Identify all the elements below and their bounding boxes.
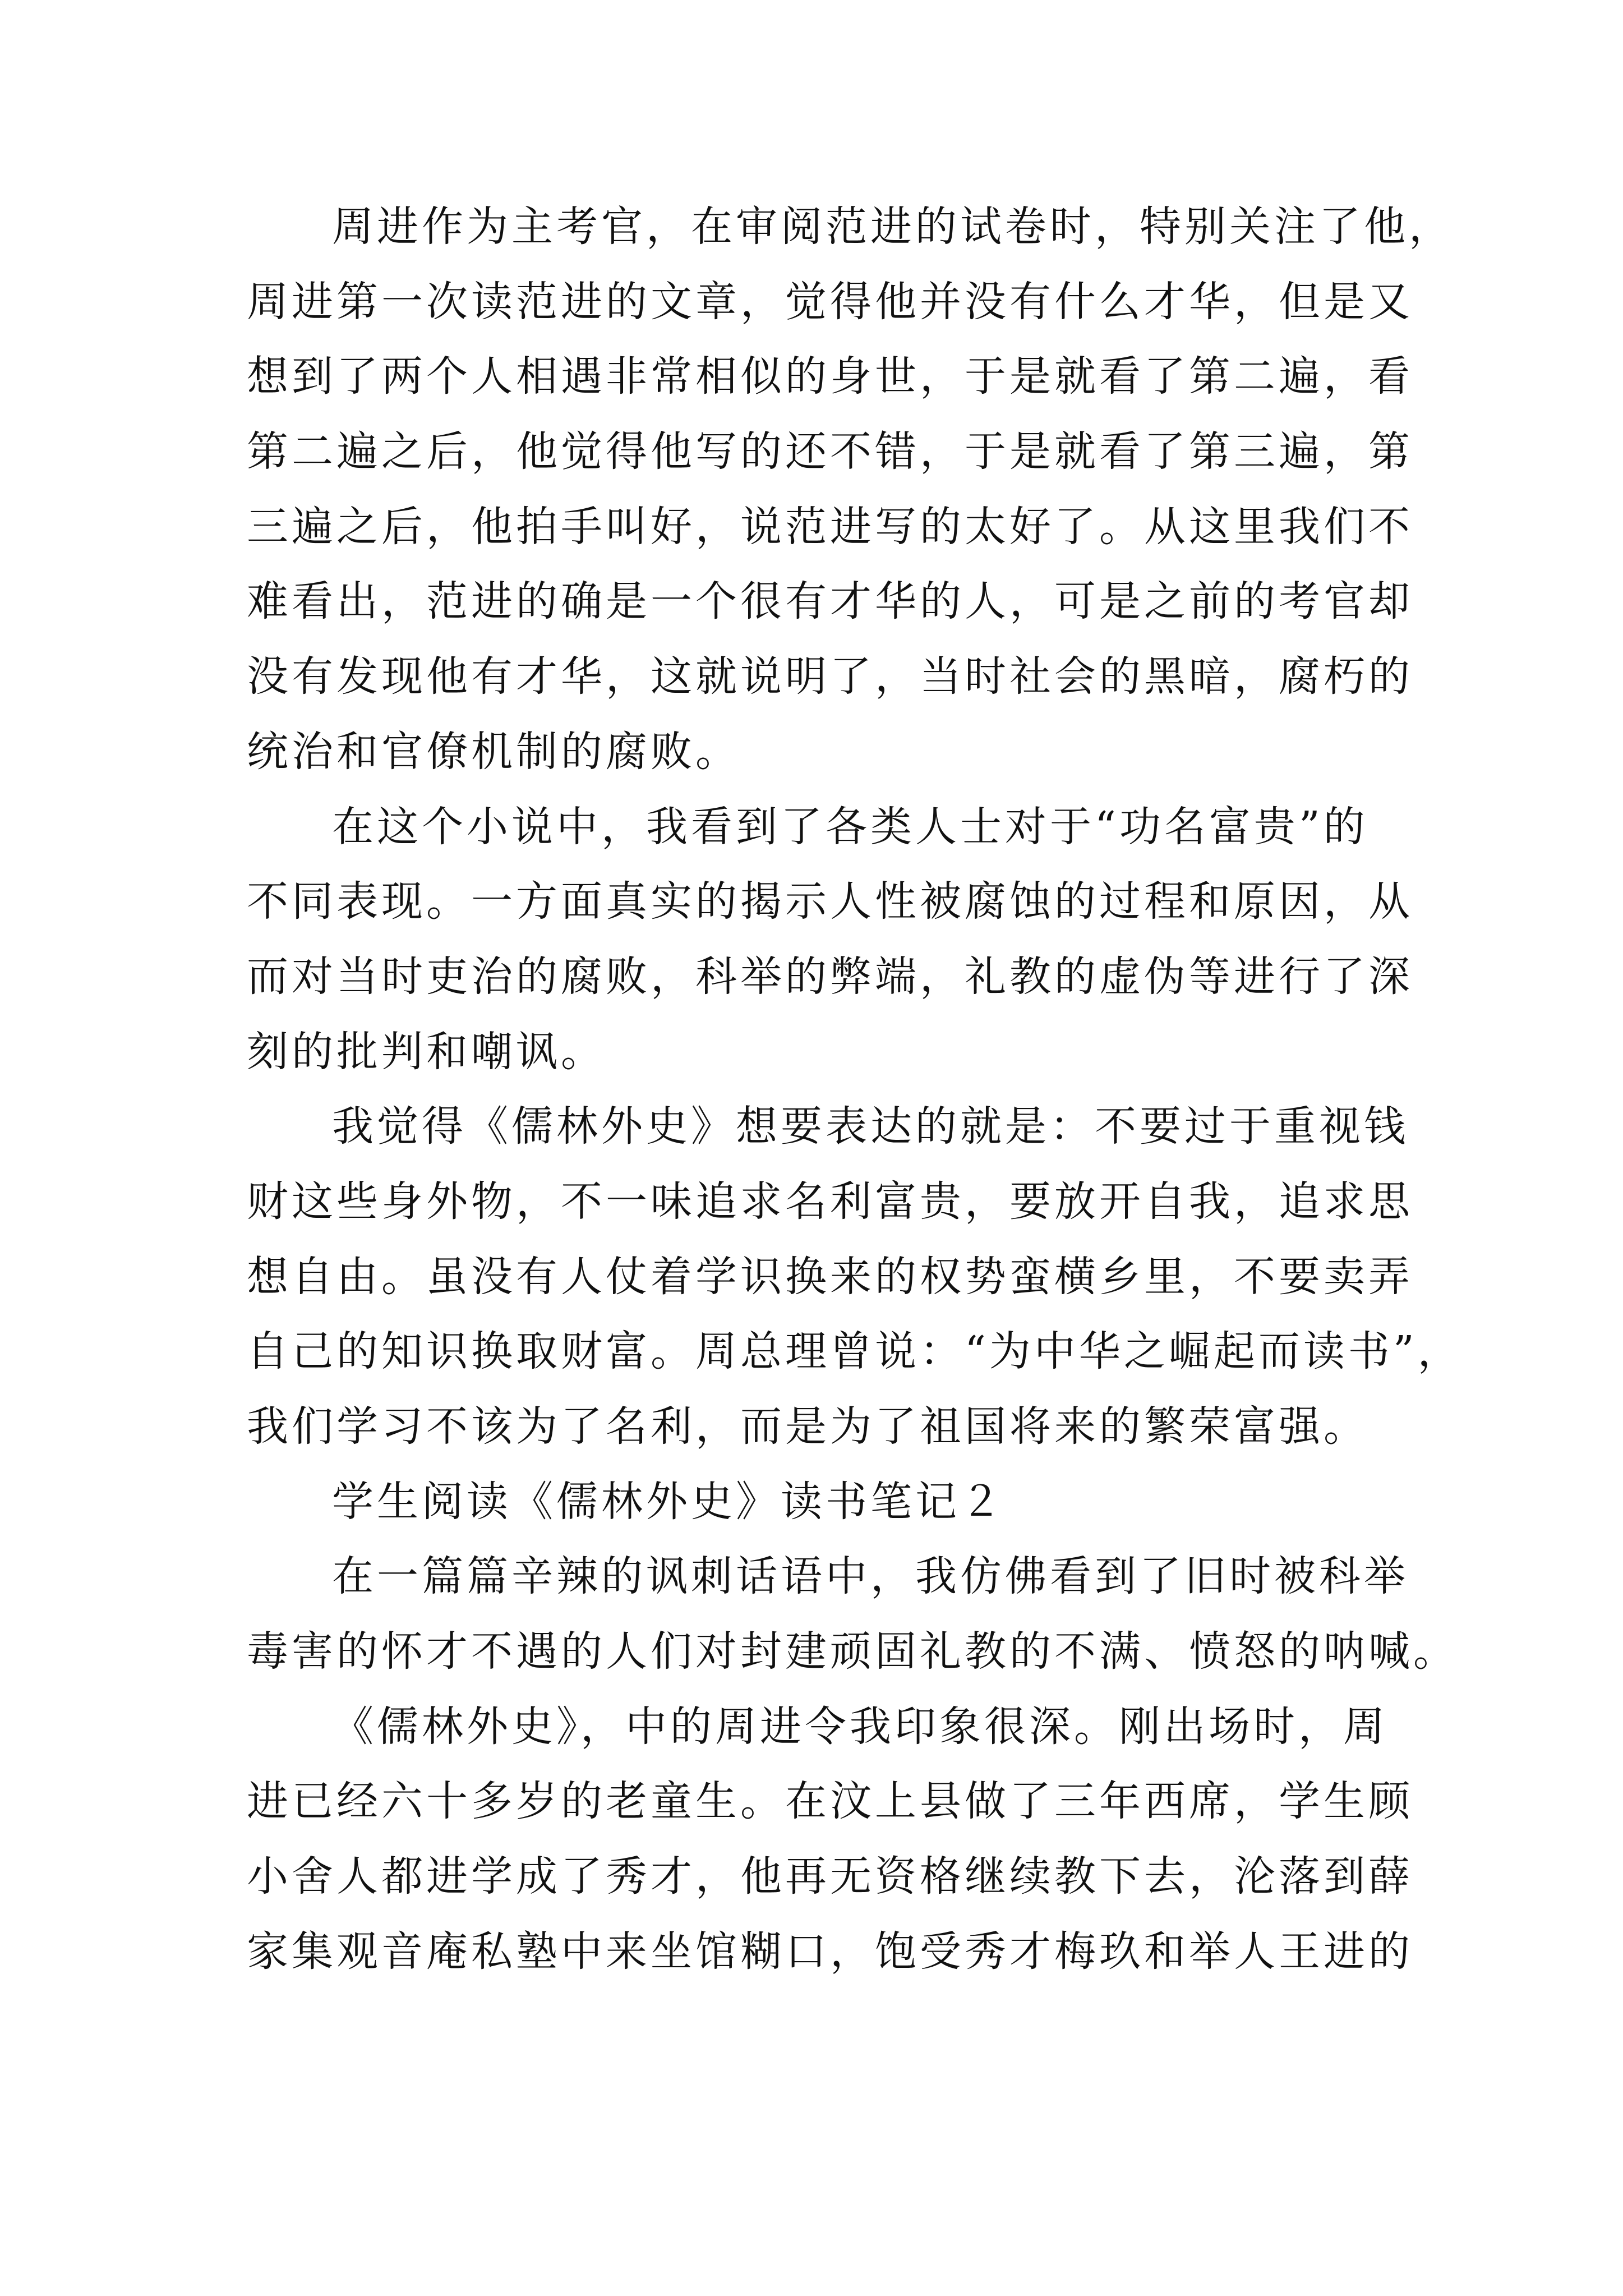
text-line: 家集观音庵私塾中来坐馆糊口，饱受秀才梅玖和举人王进的 <box>247 1927 1413 1976</box>
text-line: 刻的批判和嘲讽。 <box>247 1027 606 1076</box>
text-line: 而对当时吏治的腐败，科举的弊端，礼教的虚伪等进行了深 <box>247 952 1413 1001</box>
text-line: 我觉得《儒林外史》想要表达的就是：不要过于重视钱 <box>332 1102 1409 1151</box>
text-line: 三遍之后，他拍手叫好，说范进写的太好了。从这里我们不 <box>247 502 1413 551</box>
text-line: 我们学习不该为了名利，而是为了祖国将来的繁荣富强。 <box>247 1402 1368 1451</box>
text-line: 财这些身外物，不一味追求名利富贵，要放开自我，追求思 <box>247 1177 1413 1226</box>
text-line: 难看出，范进的确是一个很有才华的人，可是之前的考官却 <box>247 577 1413 626</box>
text-line: 第二遍之后，他觉得他写的还不错，于是就看了第三遍，第 <box>247 427 1413 476</box>
text-line: 在一篇篇辛辣的讽刺话语中，我仿佛看到了旧时被科举 <box>332 1552 1409 1601</box>
text-line: 没有发现他有才华，这就说明了，当时社会的黑暗，腐朽的 <box>247 652 1413 701</box>
section-heading: 学生阅读《儒林外史》读书笔记２ <box>332 1477 1005 1526</box>
text-line: 在这个小说中，我看到了各类人士对于“功名富贵”的 <box>332 802 1368 851</box>
text-line: 想到了两个人相遇非常相似的身世，于是就看了第二遍，看 <box>247 352 1413 401</box>
text-line: 周进第一次读范进的文章，觉得他并没有什么才华，但是又 <box>247 277 1413 326</box>
text-line: 小舍人都进学成了秀才，他再无资格继续教下去，沦落到薛 <box>247 1852 1413 1901</box>
text-line: 《儒林外史》，中的周进令我印象很深。刚出场时，周 <box>332 1702 1388 1751</box>
text-line: 想自由。虽没有人仗着学识换来的权势蛮横乡里，不要卖弄 <box>247 1252 1413 1301</box>
text-line: 自己的知识换取财富。周总理曾说：“为中华之崛起而读书”， <box>247 1327 1463 1376</box>
text-line: 毒害的怀才不遇的人们对封建顽固礼教的不满、愤怒的呐喊。 <box>247 1627 1458 1676</box>
text-line: 进已经六十多岁的老童生。在汶上县做了三年西席，学生顾 <box>247 1777 1413 1826</box>
body-text <box>247 190 1463 1990</box>
text-line: 不同表现。一方面真实的揭示人性被腐蚀的过程和原因，从 <box>247 877 1413 926</box>
text-line: 周进作为主考官，在审阅范进的试卷时，特别关注了他， <box>332 203 1454 251</box>
text-line: 统治和官僚机制的腐败。 <box>247 727 740 776</box>
